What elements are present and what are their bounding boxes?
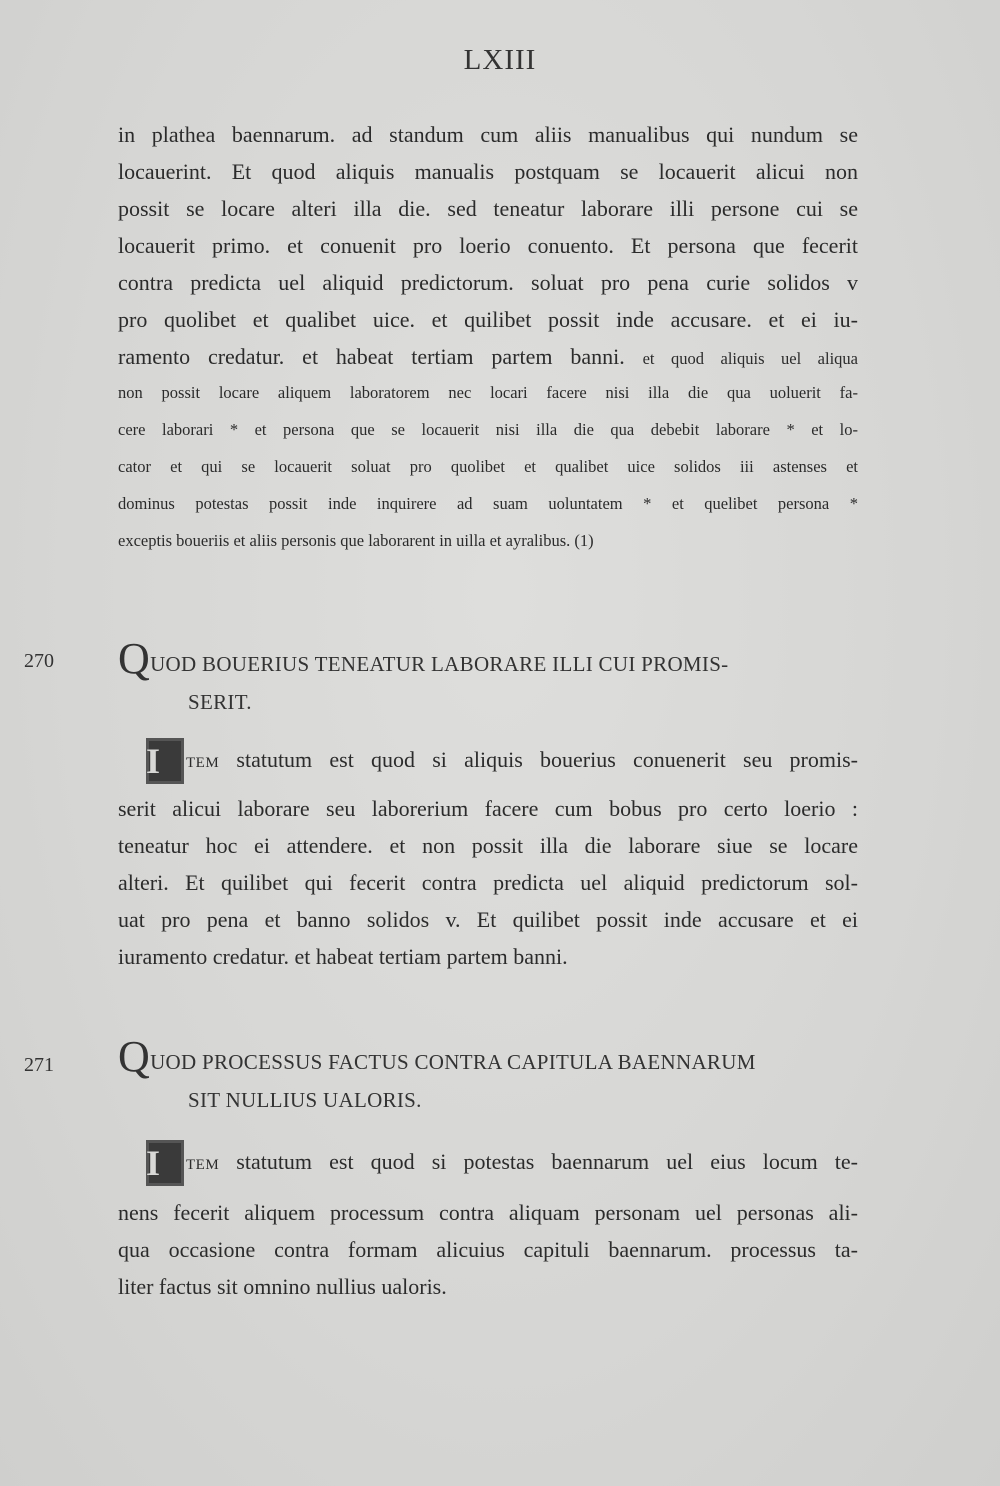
section-body	[146, 738, 858, 784]
text-line: alteri. Et quilibet qui fecerit contra predicta uel aliquid predictorum sol-	[118, 870, 858, 895]
section-body-continued	[118, 790, 858, 975]
text-line-with-initial	[146, 1140, 858, 1186]
text-line: iuramento credatur. et habeat tertiam partem banni.	[118, 944, 568, 969]
section-body	[146, 1140, 858, 1186]
text-line: possit se locare alteri illa die. sed teneatur laborare illi persone cui se	[118, 196, 858, 221]
heading-line: UOD PROCESSUS FACTUS CONTRA CAPITULA BAENNARUM	[150, 1050, 756, 1074]
folio-number: LXIII	[463, 44, 537, 76]
section-heading	[118, 634, 863, 721]
text-line-with-initial	[146, 738, 858, 784]
text-line: in plathea baennarum. ad standum cum aliis manualibus qui nundum se	[118, 122, 858, 147]
small-text-line: exceptis boueriis et aliis personis que laborarent in uilla et ayralibus. (1)	[118, 531, 594, 550]
text-line: liter factus sit omnino nullius ualoris.	[118, 1274, 447, 1299]
text-line: uat pro pena et banno solidos v. Et quilibet possit inde accusare et ei	[118, 907, 858, 932]
text-line-part: statutum est quod si potestas baennarum uel eius locum te-	[236, 1149, 859, 1174]
intro-addition	[118, 374, 858, 559]
small-text-part: et quod aliquis uel aliqua	[642, 349, 858, 368]
first-word: TEM	[186, 1157, 220, 1173]
text-line-part: statutum est quod si aliquis bouerius conuenerit seu promis-	[236, 747, 858, 772]
heading-line: SERIT.	[188, 690, 252, 714]
section-body-continued	[118, 1194, 858, 1305]
text-line: contra predicta uel aliquid predictorum. soluat pro pena curie solidos v	[118, 270, 858, 295]
text-line: qua occasione contra formam alicuius capituli baennarum. processus ta-	[118, 1237, 858, 1262]
section-number: 270	[24, 650, 54, 672]
first-word: TEM	[186, 755, 220, 771]
text-line-mixed	[118, 338, 858, 377]
decorated-initial: I	[146, 738, 184, 784]
text-line: locauerint. Et quod aliquis manualis postquam se locauerit alicui non	[118, 159, 858, 184]
intro-paragraph	[118, 116, 858, 377]
text-line: pro quolibet et qualibet uice. et quilibet possit inde accusare. et ei iu-	[118, 307, 858, 332]
text-line: locauerit primo. et conuenit pro loerio conuento. Et persona que fecerit	[118, 233, 858, 258]
section-number: 271	[24, 1054, 54, 1076]
small-text-line: cator et qui se locauerit soluat pro quolibet et qualibet uice solidos iii astenses et	[118, 457, 858, 476]
text-line: nens fecerit aliquem processum contra aliquam personam uel personas ali-	[118, 1200, 858, 1225]
heading-initial: Q	[118, 1032, 151, 1081]
section-heading	[118, 1032, 863, 1119]
text-line: serit alicui laborare seu laborerium facere cum bobus pro certo loerio :	[118, 796, 858, 821]
small-text-line: dominus potestas possit inde inquirere ad suam uoluntatem * et quelibet persona *	[118, 494, 858, 513]
decorated-initial: I	[146, 1140, 184, 1186]
heading-line: SIT NULLIUS UALORIS.	[188, 1088, 422, 1112]
text-line-part: ramento credatur. et habeat tertiam partem banni.	[118, 344, 625, 369]
small-text-line: cere laborari * et persona que se locauerit nisi illa die qua debebit laborare * et lo-	[118, 420, 858, 439]
heading-initial: Q	[118, 634, 151, 683]
small-text-line: non possit locare aliquem laboratorem nec locari facere nisi illa die qua uoluerit fa-	[118, 383, 858, 402]
text-line: teneatur hoc ei attendere. et non possit illa die laborare siue se locare	[118, 833, 858, 858]
heading-line: UOD BOUERIUS TENEATUR LABORARE ILLI CUI PROMIS-	[150, 652, 729, 676]
